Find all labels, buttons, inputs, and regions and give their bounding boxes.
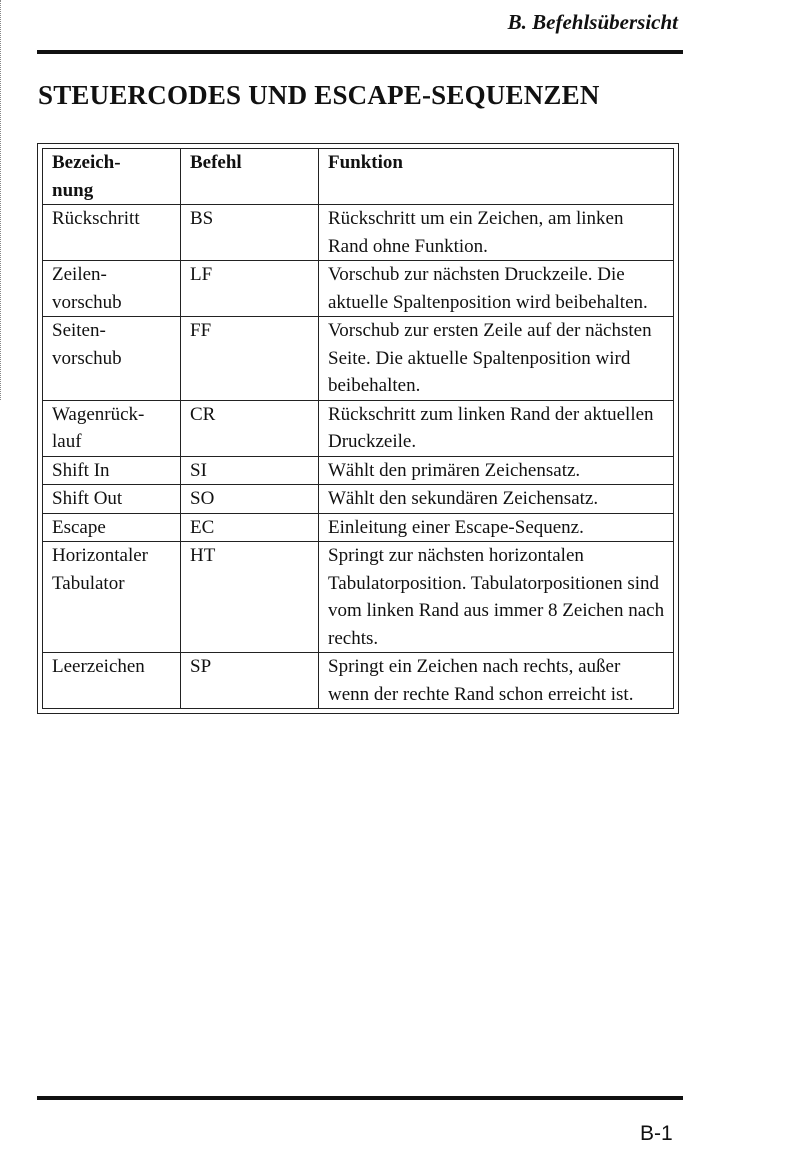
- name-cell: Wagenrück- lauf: [43, 400, 181, 456]
- name-cell: Rückschritt: [43, 205, 181, 261]
- table-row: [43, 513, 674, 542]
- page-edge: [0, 0, 3, 400]
- command-table-frame: [37, 143, 679, 714]
- footer-rule: [37, 1096, 683, 1100]
- running-header: B. Befehlsübersicht: [507, 10, 678, 34]
- function-cell: Vorschub zur nächsten Druckzeile. Die aktuelle Spaltenposition wird beibehalten.: [319, 261, 674, 317]
- table-row: [43, 400, 674, 456]
- page-number: B-1: [640, 1122, 673, 1145]
- page-title: STEUERCODES UND ESCAPE-SEQUENZEN: [38, 80, 600, 110]
- name-cell: Seiten- vorschub: [43, 317, 181, 401]
- table-row: [43, 485, 674, 514]
- command-cell: SP: [181, 653, 319, 709]
- function-cell: Vorschub zur ersten Zeile auf der nächsten Seite. Die aktuelle Spaltenposition wird beibehalten.: [319, 317, 674, 401]
- command-cell: SO: [181, 485, 319, 514]
- column-header: Befehl: [181, 149, 319, 205]
- function-cell: Springt zur nächsten horizontalen Tabulatorposition. Tabulatorpositionen sind vom linken Rand aus immer 8 Zeichen nach rechts.: [319, 542, 674, 653]
- command-cell: HT: [181, 542, 319, 653]
- name-cell: Shift In: [43, 456, 181, 485]
- command-cell: EC: [181, 513, 319, 542]
- table-row: [43, 261, 674, 317]
- function-cell: Springt ein Zeichen nach rechts, außer wenn der rechte Rand schon erreicht ist.: [319, 653, 674, 709]
- table-row: [43, 542, 674, 653]
- command-cell: FF: [181, 317, 319, 401]
- function-cell: Rückschritt zum linken Rand der aktuellen Druckzeile.: [319, 400, 674, 456]
- table-row: [43, 653, 674, 709]
- command-cell: BS: [181, 205, 319, 261]
- function-cell: Rückschritt um ein Zeichen, am linken Rand ohne Funktion.: [319, 205, 674, 261]
- function-cell: Wählt den primären Zeichensatz.: [319, 456, 674, 485]
- table-row: [43, 205, 674, 261]
- function-cell: Wählt den sekundären Zeichensatz.: [319, 485, 674, 514]
- command-cell: LF: [181, 261, 319, 317]
- table-row: [43, 317, 674, 401]
- header-rule: [37, 50, 683, 54]
- table-header-row: [43, 149, 674, 205]
- command-cell: SI: [181, 456, 319, 485]
- command-cell: CR: [181, 400, 319, 456]
- name-cell: Zeilen- vorschub: [43, 261, 181, 317]
- name-cell: Escape: [43, 513, 181, 542]
- column-header: Funktion: [319, 149, 674, 205]
- column-header: Bezeich- nung: [43, 149, 181, 205]
- command-table: [42, 148, 674, 709]
- name-cell: Horizontaler Tabulator: [43, 542, 181, 653]
- name-cell: Shift Out: [43, 485, 181, 514]
- function-cell: Einleitung einer Escape-Sequenz.: [319, 513, 674, 542]
- table-row: [43, 456, 674, 485]
- name-cell: Leerzeichen: [43, 653, 181, 709]
